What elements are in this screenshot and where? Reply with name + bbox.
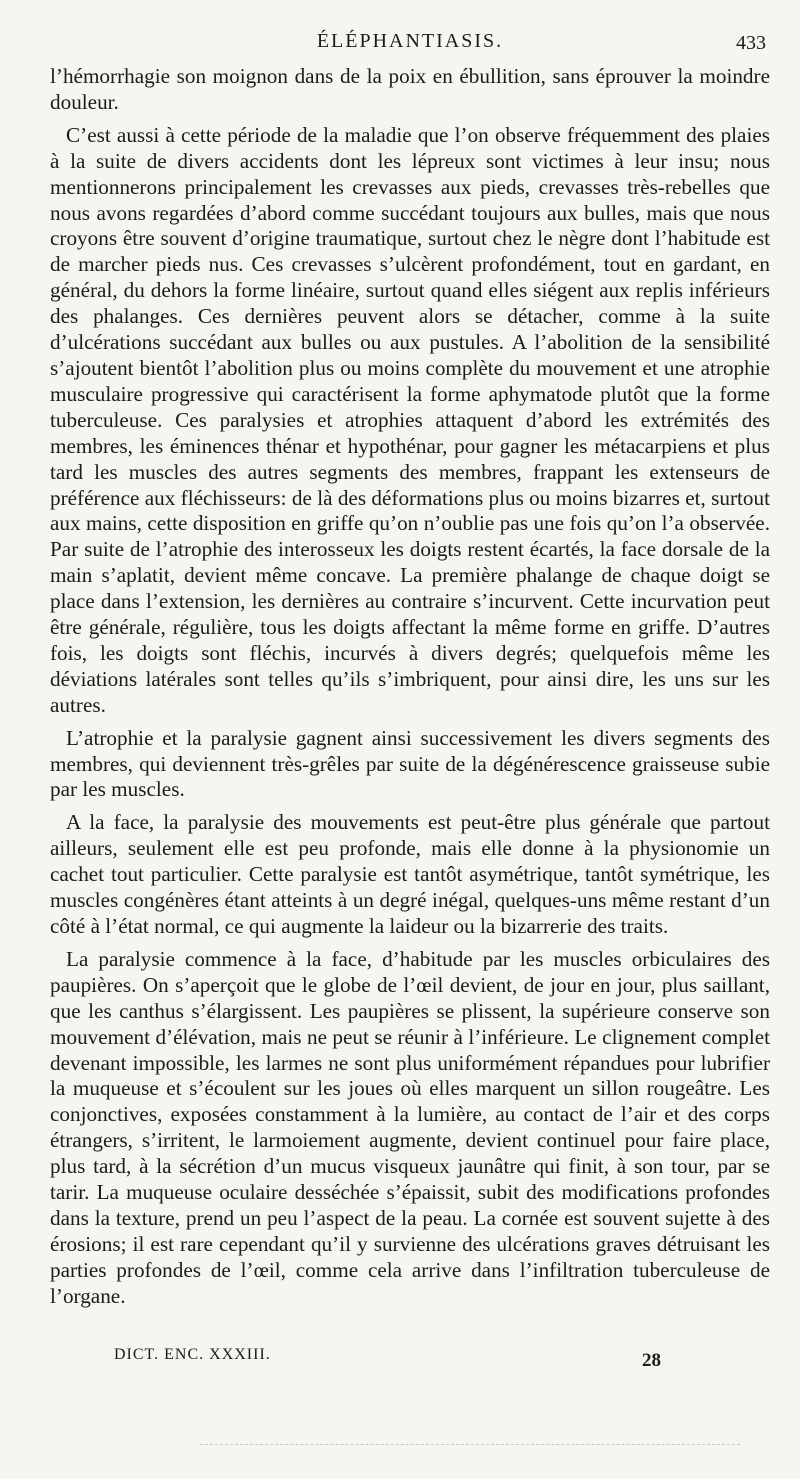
page-number: 433 [736,32,766,54]
printer-signature: DICT. ENC. XXXIII. [114,1346,271,1363]
paragraph: L’atrophie et la paralysie gagnent ainsi successivement les divers segments des membres, qui deviennent très-grêles par suite de la dégénérescence graisseuse subie par les muscles. [50,725,770,802]
page-header [50,30,770,64]
running-title: ÉLÉPHANTIASIS. [316,30,504,52]
bleed-through-line [200,1444,740,1445]
page-footer [50,1346,770,1376]
sheet-number: 28 [642,1350,661,1371]
paragraph: C’est aussi à cette période de la maladie que l’on observe fréquemment des plaies à la suite de divers accidents dont les lépreux sont victimes à leur insu; nous mentionnerons principalement les crevasses aux pieds, crevasses très-rebelles que nous avons regardées d’abord comme succédant toujours aux bulles, mais que nous croyons être souvent d’origine traumatique, surtout chez le nègre dont l’habitude est de marcher pieds nus. Ces crevasses s’ulcèrent profondément, tout en gardant, en général, du dehors la forme linéaire, surtout quand elles siégent aux replis inférieurs des phalanges. Ces dernières peuvent alors se détacher, comme à la suite d’ulcérations succédant aux bulles ou aux pustules. A l’abolition de la sensibilité s’ajoutent bientôt l’abolition plus ou moins complète du mouvement et une atrophie musculaire progressive qui caractérisent la forme aphymatode plutôt que la forme tuberculeuse. Ces paralysies et atrophies attaquent d’abord les extrémités des membres, les éminences thénar et hypothénar, pour gagner les métacarpiens et plus tard les muscles des autres segments des membres, frappant les extenseurs de préférence aux fléchisseurs: de là des déformations plus ou moins bizarres et, surtout aux mains, cette disposition en griffe qu’on n’oublie pas une fois qu’on l’a observée. Par suite de l’atrophie des interosseux les doigts restent écartés, la face dorsale de la main s’aplatit, devient même concave. La première phalange de chaque doigt se place dans l’extension, les dernières au contraire s’incurvent. Cette incurvation peut être générale, régulière, tous les doigts affectant la même forme en griffe. D’autres fois, les doigts sont fléchis, incurvés à divers degrés; quelquefois même les déviations latérales sont telles qu’ils s’imbriquent, pour ainsi dire, les uns sur les autres. [50,122,770,717]
paragraph: l’hémorrhagie son moignon dans de la poix en ébullition, sans éprouver la moindre douleur. [50,64,770,114]
body-text [50,64,770,1317]
paragraph: A la face, la paralysie des mouvements est peut-être plus générale que partout ailleurs, seulement elle est peu profonde, mais elle donne à la physionomie un cachet tout particulier. Cette paralysie est tantôt asymétrique, tantôt symétrique, les muscles congénères étant atteints à un degré inégal, quelques-uns même restant d’un côté à l’état normal, ce qui augmente la laideur ou la bizarrerie des traits. [50,810,770,938]
paragraph: La paralysie commence à la face, d’habitude par les muscles orbiculaires des paupières. On s’aperçoit que le globe de l’œil devient, de jour en jour, plus saillant, que les canthus s’élargissent. Les paupières se plissent, la supérieure conserve son mouvement d’élévation, mais ne peut se réunir à l’inférieure. Le clignement complet devenant impossible, les larmes ne sont plus uniformément répandues pour lubrifier la muqueuse et s’écoulent sur les joues où elles marquent un sillon rougeâtre. Les conjonctives, exposées constamment à la lumière, au contact de l’air et des corps étrangers, s’irritent, le larmoiement augmente, devient continuel pour faire place, plus tard, à la sécrétion d’un mucus visqueux jaunâtre qui finit, à son tour, par se tarir. La muqueuse oculaire desséchée s’épaissit, subit des modifications profondes dans la texture, prend un peu l’aspect de la peau. La cornée est souvent sujette à des érosions; il est rare cependant qu’il y survienne des ulcérations graves détruisant les parties profondes de l’œil, comme cela arrive dans l’infiltration tuberculeuse de l’organe. [50,946,770,1308]
